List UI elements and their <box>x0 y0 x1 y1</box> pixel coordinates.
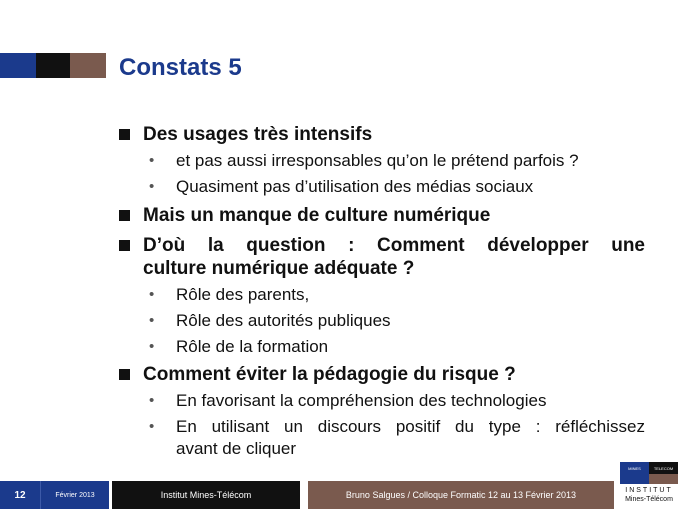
bullet-text-line2: culture numérique adéquate ? <box>143 258 415 279</box>
logo-mines: MINES <box>620 462 649 474</box>
bullet-text: Mais un manque de culture numérique <box>143 205 491 226</box>
bullet-4 <box>117 363 645 386</box>
dot-bullet-icon: • <box>149 152 155 169</box>
square-bullet-icon <box>119 240 130 251</box>
bullet-3 <box>117 234 645 280</box>
sub-bullet <box>117 416 645 460</box>
dot-bullet-icon: • <box>149 338 155 355</box>
slide-title: Constats 5 <box>119 54 242 81</box>
dot-bullet-icon: • <box>149 392 155 409</box>
page-number: 12 <box>0 481 40 509</box>
sub-bullet <box>117 336 645 358</box>
sub-bullet-text: En favorisant la compréhension des technologies <box>176 391 547 410</box>
sub-bullet-text: Rôle des autorités publiques <box>176 311 391 330</box>
dot-bullet-icon: • <box>149 178 155 195</box>
header-bar-brown <box>70 53 106 78</box>
sub-bullet <box>117 310 645 332</box>
sub-bullet <box>117 284 645 306</box>
logo-block-blue <box>620 474 649 484</box>
logo-block-brown <box>649 474 678 484</box>
sub-bullet-text: Quasiment pas d’utilisation des médias sociaux <box>176 177 534 196</box>
slide-content <box>117 120 645 460</box>
bullet-1 <box>117 123 645 146</box>
bullet-text: Des usages très intensifs <box>143 124 373 145</box>
sub-bullet-text: et pas aussi irresponsables qu’on le prétend parfois ? <box>176 151 579 170</box>
sub-bullet <box>117 390 645 412</box>
footer-author: Bruno Salgues / Colloque Formatic 12 au 13 Février 2013 <box>308 481 614 509</box>
logo-telecom: TELECOM <box>649 462 678 474</box>
sub-bullet-text: Rôle de la formation <box>176 337 329 356</box>
logo-institut-text: INSTITUT <box>625 487 673 494</box>
dot-bullet-icon: • <box>149 286 155 303</box>
logo-mines-telecom-text: Mines-Télécom <box>625 496 673 503</box>
sub-bullet-text-line2: avant de cliquer <box>176 439 297 458</box>
bullet-2 <box>117 204 645 227</box>
header-bar-black <box>36 53 70 78</box>
dot-bullet-icon: • <box>149 418 155 435</box>
bullet-text: Comment éviter la pédagogie du risque ? <box>143 364 516 385</box>
sub-bullet <box>117 150 645 172</box>
sub-bullet-text: Rôle des parents, <box>176 285 310 304</box>
square-bullet-icon <box>119 129 130 140</box>
footer-institution: Institut Mines-Télécom <box>112 481 300 509</box>
footer-date: Février 2013 <box>40 481 109 509</box>
institut-logo <box>620 462 678 510</box>
bullet-text-line1: D’où la question : Comment développer une <box>143 235 645 256</box>
sub-bullet-text-line1: En utilisant un discours positif du type : réfléchissez <box>176 417 645 436</box>
square-bullet-icon <box>119 210 130 221</box>
dot-bullet-icon: • <box>149 312 155 329</box>
square-bullet-icon <box>119 369 130 380</box>
sub-bullet <box>117 176 645 198</box>
header-bar-blue <box>0 53 36 78</box>
